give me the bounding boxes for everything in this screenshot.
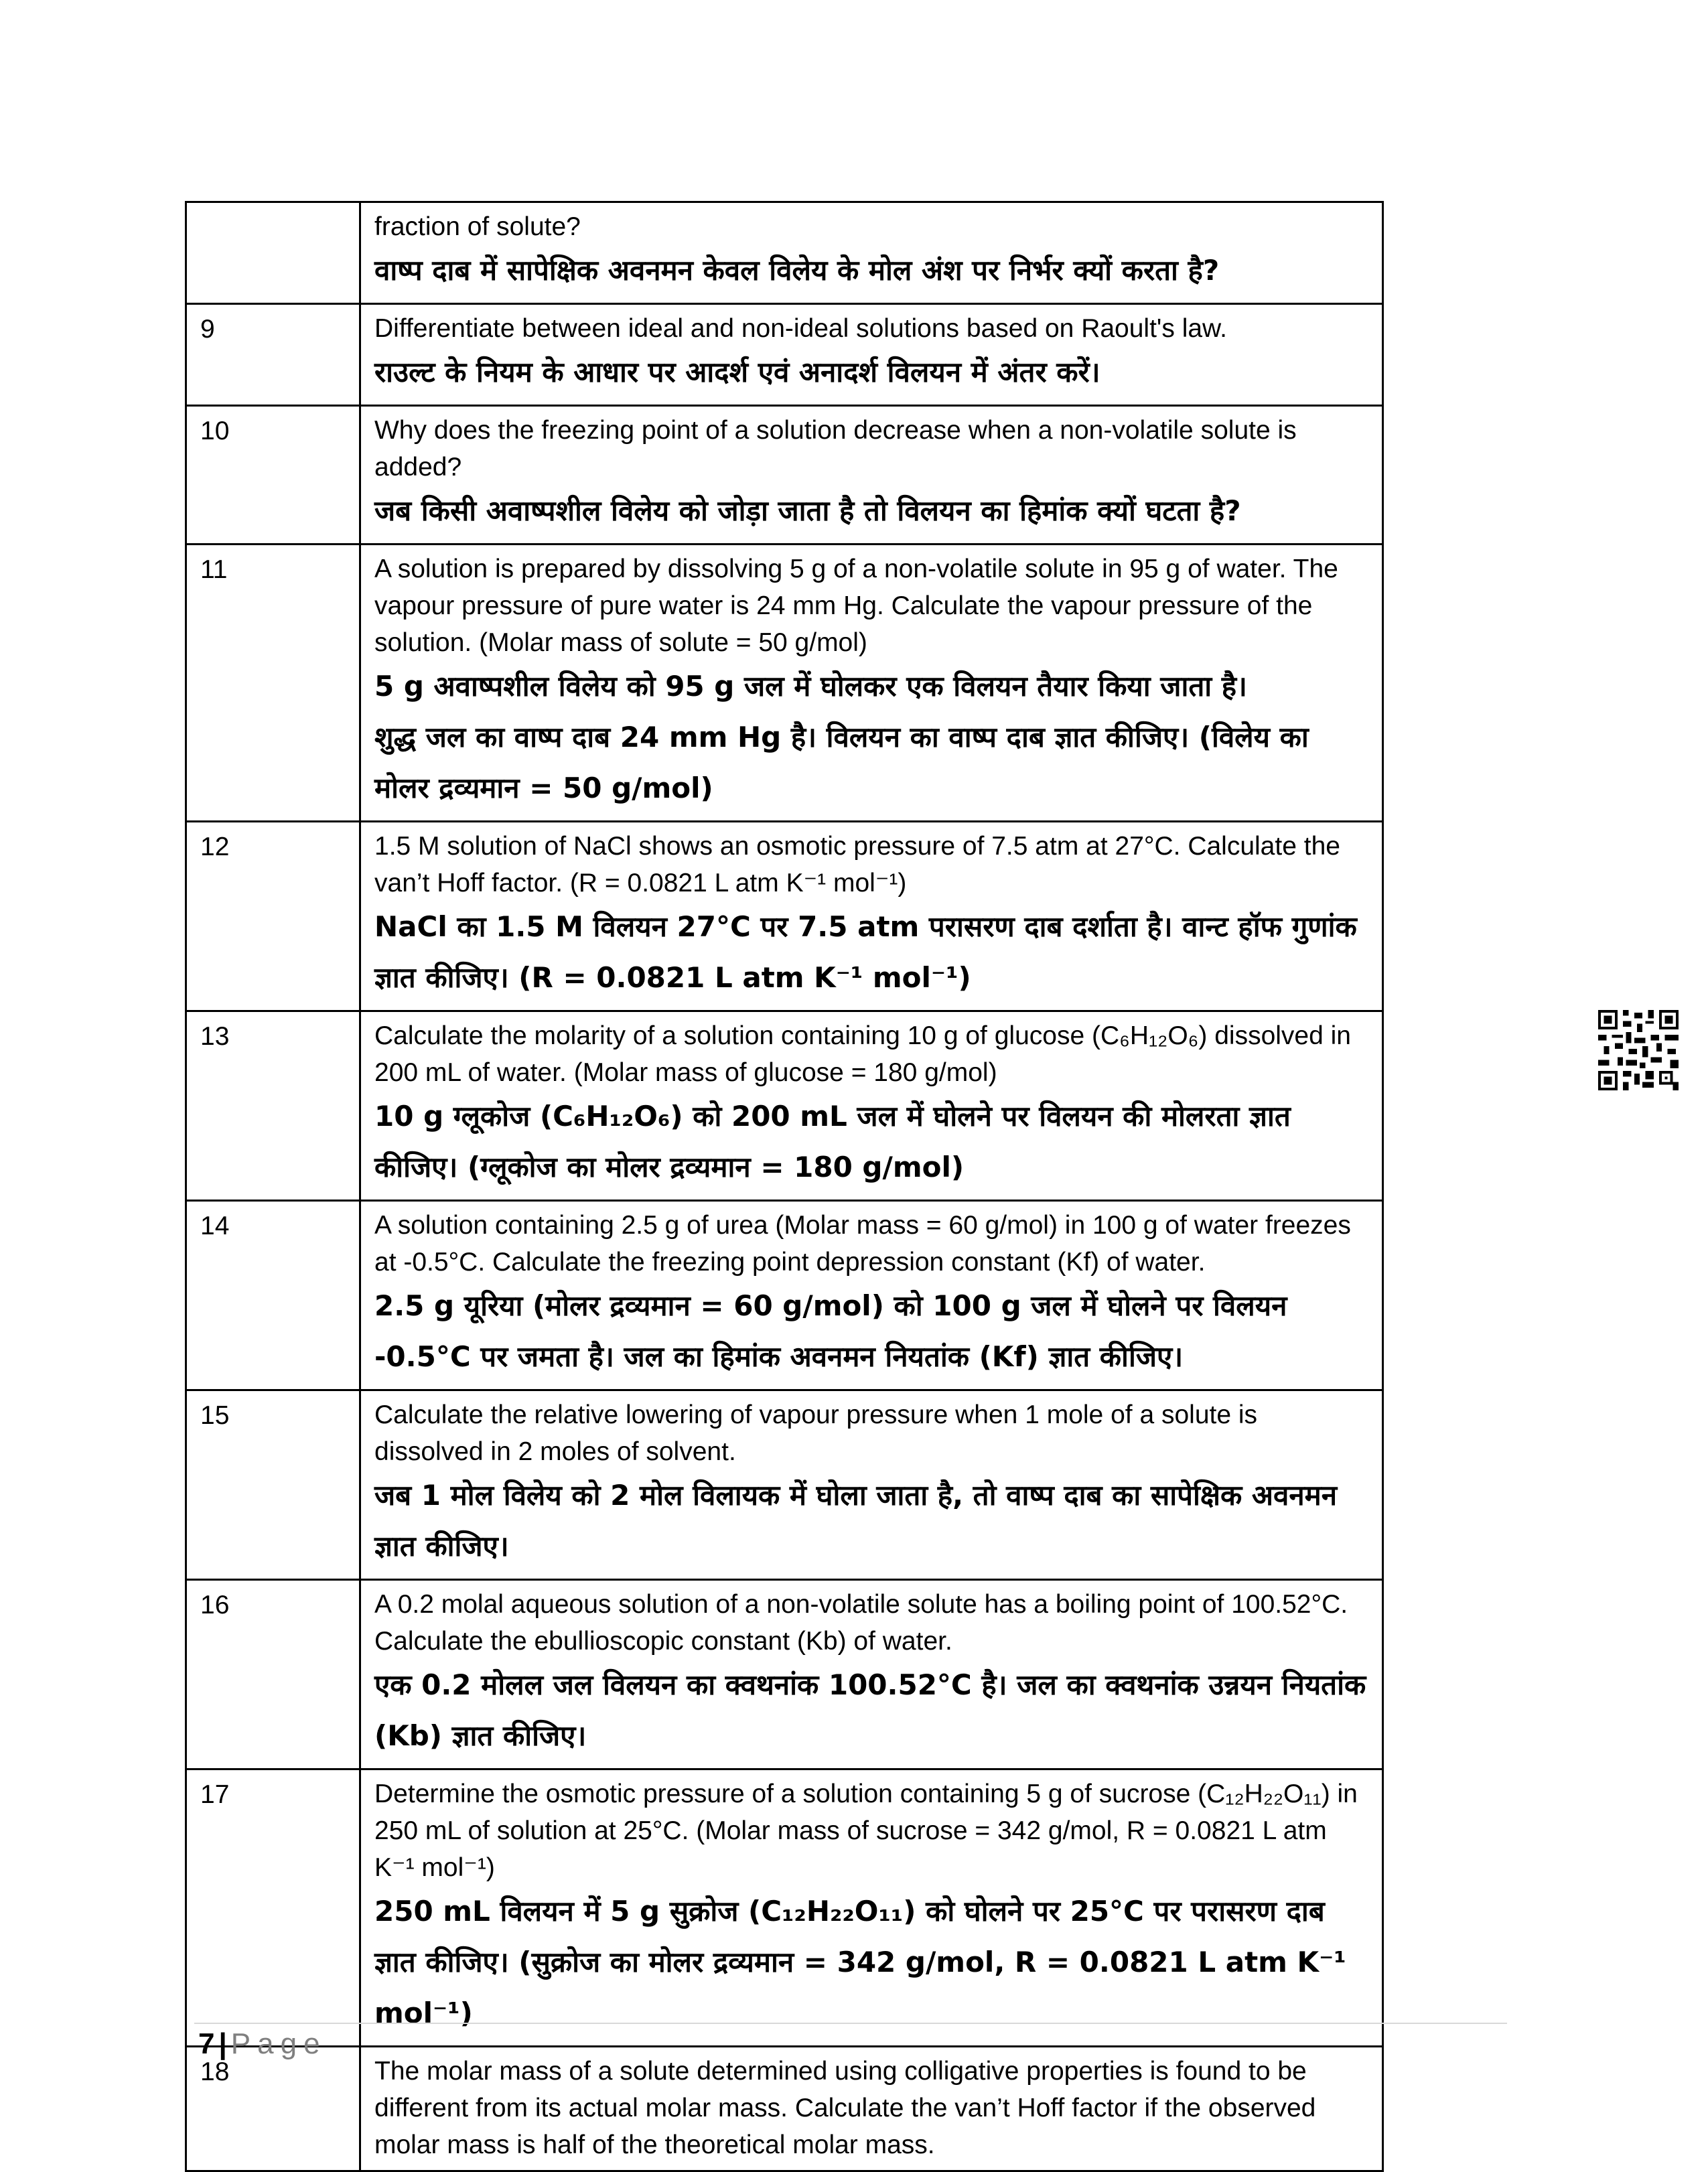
question-row <box>186 304 1383 406</box>
question-number: 11 <box>186 545 360 822</box>
question-english: Calculate the molarity of a solution containing 10 g of glucose (C₆H₁₂O₆) dissolved in 200 mL of water. (Molar mass of glucose = 180 g/mol) <box>374 1021 1351 1087</box>
question-hindi: 10 g ग्लूकोज (C₆H₁₂O₆) को 200 mL जल में घोलने पर विलयन की मोलरता ज्ञात कीजिए। (ग्लूकोज का मोलर द्रव्यमान = 180 g/mol) <box>374 1100 1291 1183</box>
question-english: Calculate the relative lowering of vapour pressure when 1 mole of a solute is dissolved in 2 moles of solvent. <box>374 1400 1258 1466</box>
question-english: A solution containing 2.5 g of urea (Molar mass = 60 g/mol) in 100 g of water freezes at -0.5°C. Calculate the freezing point depression constant (Kf) of water. <box>374 1211 1351 1277</box>
questions-table-body <box>186 202 1383 2171</box>
question-hindi: 250 mL विलयन में 5 g सुक्रोज (C₁₂H₂₂O₁₁) को घोलने पर 25°C पर परासरण दाब ज्ञात कीजिए। (सुक्रोज का मोलर द्रव्यमान = 342 g/mol, R = 0.0821 L atm K⁻¹ mol⁻¹) <box>374 1895 1346 2029</box>
question-number <box>186 202 360 304</box>
question-number: 12 <box>186 822 360 1011</box>
question-row <box>186 1580 1383 1769</box>
question-row <box>186 202 1383 304</box>
question-row <box>186 406 1383 545</box>
question-number: 18 <box>186 2047 360 2171</box>
question-cell <box>360 406 1383 545</box>
question-english: Determine the osmotic pressure of a solution containing 5 g of sucrose (C₁₂H₂₂O₁₁) in 250 mL of solution at 25°C. (Molar mass of sucrose = 342 g/mol, R = 0.0821 L atm K⁻¹ mol⁻¹) <box>374 1780 1358 1882</box>
question-english: The molar mass of a solute determined using colligative properties is found to be different from its actual molar mass. Calculate the van’t Hoff factor if the observed molar mass is half of the theoretical molar mass. <box>374 2057 1316 2159</box>
question-english: 1.5 M solution of NaCl shows an osmotic pressure of 7.5 atm at 27°C. Calculate the van’t Hoff factor. (R = 0.0821 L atm K⁻¹ mol⁻¹) <box>374 832 1340 897</box>
question-cell <box>360 1201 1383 1390</box>
question-hindi: 2.5 g यूरिया (मोलर द्रव्यमान = 60 g/mol) को 100 g जल में घोलने पर विलयन -0.5°C पर जमता है। जल का हिमांक अवनमन नियतांक (Kf) ज्ञात कीजिए। <box>374 1289 1287 1373</box>
question-english: Differentiate between ideal and non-ideal solutions based on Raoult's law. <box>374 314 1227 343</box>
question-hindi: शुद्ध जल का वाष्प दाब 24 mm Hg है। विलयन का वाष्प दाब ज्ञात कीजिए। (विलेय का मोलर द्रव्यमान = 50 g/mol) <box>374 721 1309 804</box>
question-cell <box>360 545 1383 822</box>
question-cell <box>360 822 1383 1011</box>
question-row <box>186 1011 1383 1201</box>
question-hindi: NaCl का 1.5 M विलयन 27°C पर 7.5 atm परासरण दाब दर्शाता है। वान्ट हॉफ गुणांक ज्ञात कीजिए। (R = 0.0821 L atm K⁻¹ mol⁻¹) <box>374 910 1357 994</box>
question-hindi: 5 g अवाष्पशील विलेय को 95 g जल में घोलकर एक विलयन तैयार किया जाता है। <box>374 670 1247 703</box>
question-hindi: वाष्प दाब में सापेक्षिक अवनमन केवल विलेय के मोल अंश पर निर्भर क्यों करता है? <box>374 254 1220 287</box>
question-cell <box>360 1011 1383 1201</box>
questions-table <box>185 201 1384 2172</box>
question-cell <box>360 202 1383 304</box>
question-number: 17 <box>186 1769 360 2047</box>
question-number: 9 <box>186 304 360 406</box>
question-english: Why does the freezing point of a solution decrease when a non-volatile solute is added? <box>374 416 1297 482</box>
question-cell <box>360 1769 1383 2047</box>
question-english: A 0.2 molal aqueous solution of a non-volatile solute has a boiling point of 100.52°C. Calculate the ebullioscopic constant (Kb) of water. <box>374 1590 1348 1656</box>
question-cell <box>360 304 1383 406</box>
question-number: 15 <box>186 1390 360 1580</box>
page-label: Page <box>230 2027 327 2060</box>
question-number: 10 <box>186 406 360 545</box>
question-hindi: जब 1 मोल विलेय को 2 मोल विलायक में घोला जाता है, तो वाष्प दाब का सापेक्षिक अवनमन ज्ञात कीजिए। <box>374 1479 1338 1563</box>
question-cell <box>360 1580 1383 1769</box>
question-cell <box>360 1390 1383 1580</box>
page-number: 7 <box>198 2027 215 2060</box>
question-english: A solution is prepared by dissolving 5 g of a non-volatile solute in 95 g of water. The vapour pressure of pure water is 24 mm Hg. Calculate the vapour pressure of the solution. (Molar mass of solute = 50 g/mol) <box>374 555 1338 657</box>
question-number: 14 <box>186 1201 360 1390</box>
question-hindi: एक 0.2 मोलल जल विलयन का क्वथनांक 100.52°C है। जल का क्वथनांक उन्नयन नियतांक (Kb) ज्ञात कीजिए। <box>374 1668 1366 1752</box>
question-row <box>186 1390 1383 1580</box>
question-row <box>186 822 1383 1011</box>
qr-code-icon <box>1598 1010 1679 1090</box>
question-row <box>186 2047 1383 2171</box>
question-row <box>186 1769 1383 2047</box>
question-number: 13 <box>186 1011 360 1201</box>
question-hindi: जब किसी अवाष्पशील विलेय को जोड़ा जाता है तो विलयन का हिमांक क्यों घटता है? <box>374 494 1241 527</box>
page-footer <box>198 2025 327 2063</box>
question-cell <box>360 2047 1383 2171</box>
question-english: fraction of solute? <box>374 212 581 241</box>
question-row <box>186 1201 1383 1390</box>
footer-separator: | <box>218 2027 227 2060</box>
footer-divider <box>194 2023 1507 2024</box>
question-hindi: राउल्ट के नियम के आधार पर आदर्श एवं अनादर्श विलयन में अंतर करें। <box>374 356 1100 388</box>
question-row <box>186 545 1383 822</box>
question-number: 16 <box>186 1580 360 1769</box>
